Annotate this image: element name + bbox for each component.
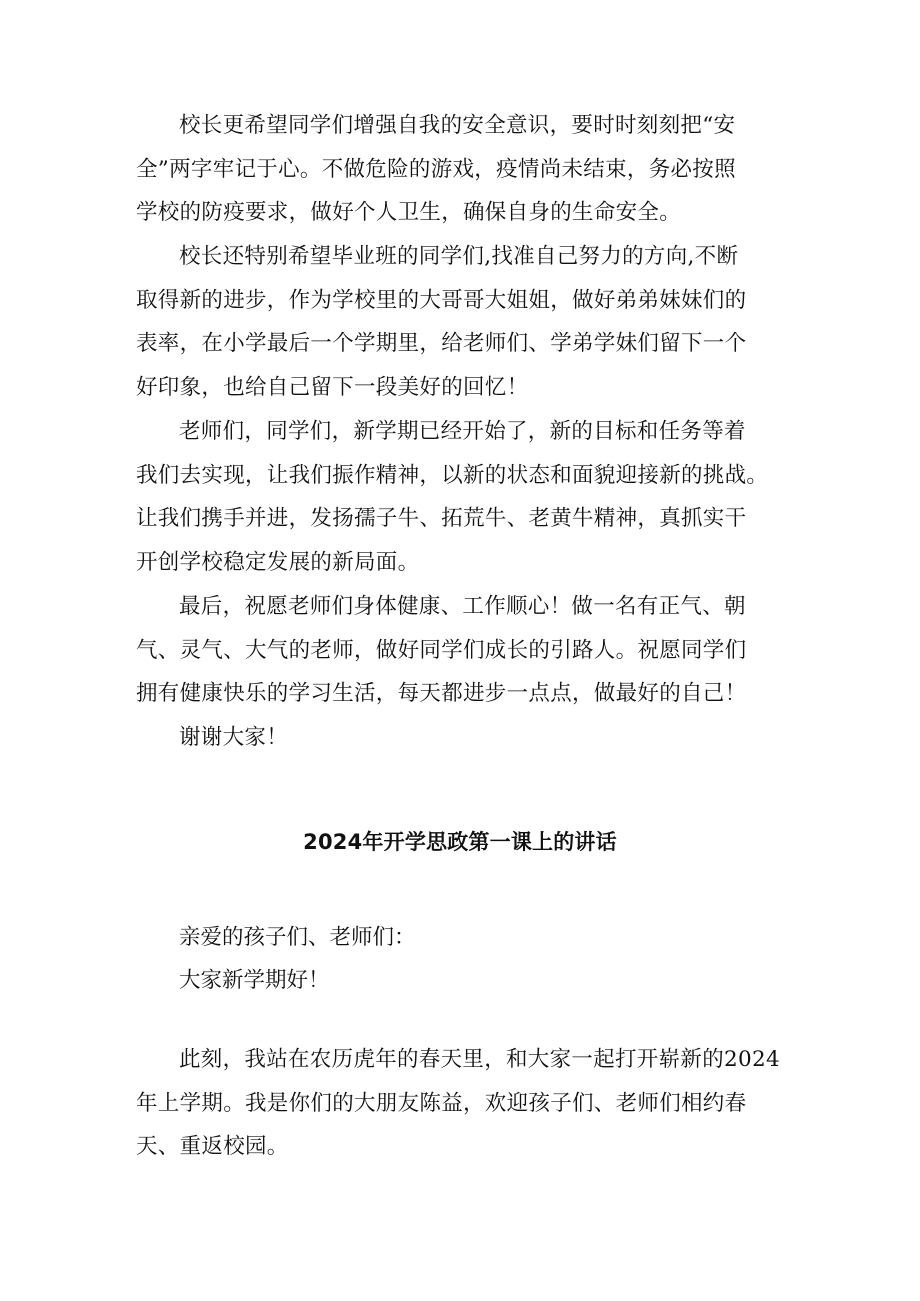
paragraph-line: 学校的防疫要求，做好个人卫生，确保自身的生命安全。 — [136, 200, 682, 225]
paragraph-safety — [136, 104, 786, 235]
paragraph-line: 开创学校稳定发展的新局面。 — [136, 549, 420, 575]
greeting-line: 大家新学期好！ — [179, 968, 330, 993]
paragraph-graduates — [136, 235, 786, 409]
paragraph-line: 年上学期。我是你们的大朋友陈益，欢迎孩子们、老师们相约春 — [136, 1090, 747, 1116]
paragraph-line: 最后，祝愿老师们身体健康、工作顺心！做一名有正气、朝 — [179, 594, 746, 619]
paragraph-line: 我们去实现，让我们振作精神，以新的状态和面貌迎接新的挑战。 — [136, 462, 769, 488]
paragraph-line: 校长更希望同学们增强自我的安全意识，要时时刻刻把“安 — [179, 113, 736, 138]
paragraph-thanks — [136, 716, 786, 760]
paragraph-line: 天、重返校园。 — [136, 1134, 289, 1159]
paragraph-line: 让我们携手并进，发扬孺子牛、拓荒牛、老黄牛精神，真抓实干 — [136, 506, 747, 531]
section-title: 2024年开学思政第一课上的讲话 — [303, 830, 617, 854]
paragraph-line: 表率，在小学最后一个学期里，给老师们、学弟学妹们留下一个 — [136, 331, 747, 356]
paragraph-line: 老师们，同学们，新学期已经开始了，新的目标和任务等着 — [179, 419, 746, 444]
paragraph-line: 气、灵气、大气的老师，做好同学们成长的引路人。祝愿同学们 — [136, 637, 747, 663]
paragraph-line: 拥有健康快乐的学习生活，每天都进步一点点，做最好的自己！ — [136, 681, 747, 706]
paragraph-wishes — [136, 585, 786, 716]
paragraph-new-semester — [136, 410, 786, 584]
paragraph-line: 校长还特别希望毕业班的同学们,找准自己努力的方向,不断 — [179, 244, 739, 269]
paragraph-line: 取得新的进步，作为学校里的大哥哥大姐姐，做好弟弟妹妹们的 — [136, 287, 747, 313]
paragraph-line: 此刻，我站在农历虎年的春天里，和大家一起打开崭新的2024 — [179, 1047, 780, 1072]
paragraph-opening — [136, 1038, 786, 1169]
paragraph-line: 好印象，也给自己留下一段美好的回忆！ — [136, 374, 529, 400]
paragraph-line: 全”两字牢记于心。不做危险的游戏，疫情尚未结束，务必按照 — [136, 156, 736, 182]
paragraph-line: 谢谢大家！ — [179, 725, 289, 750]
salutation-line: 亲爱的孩子们、老师们： — [179, 925, 416, 950]
